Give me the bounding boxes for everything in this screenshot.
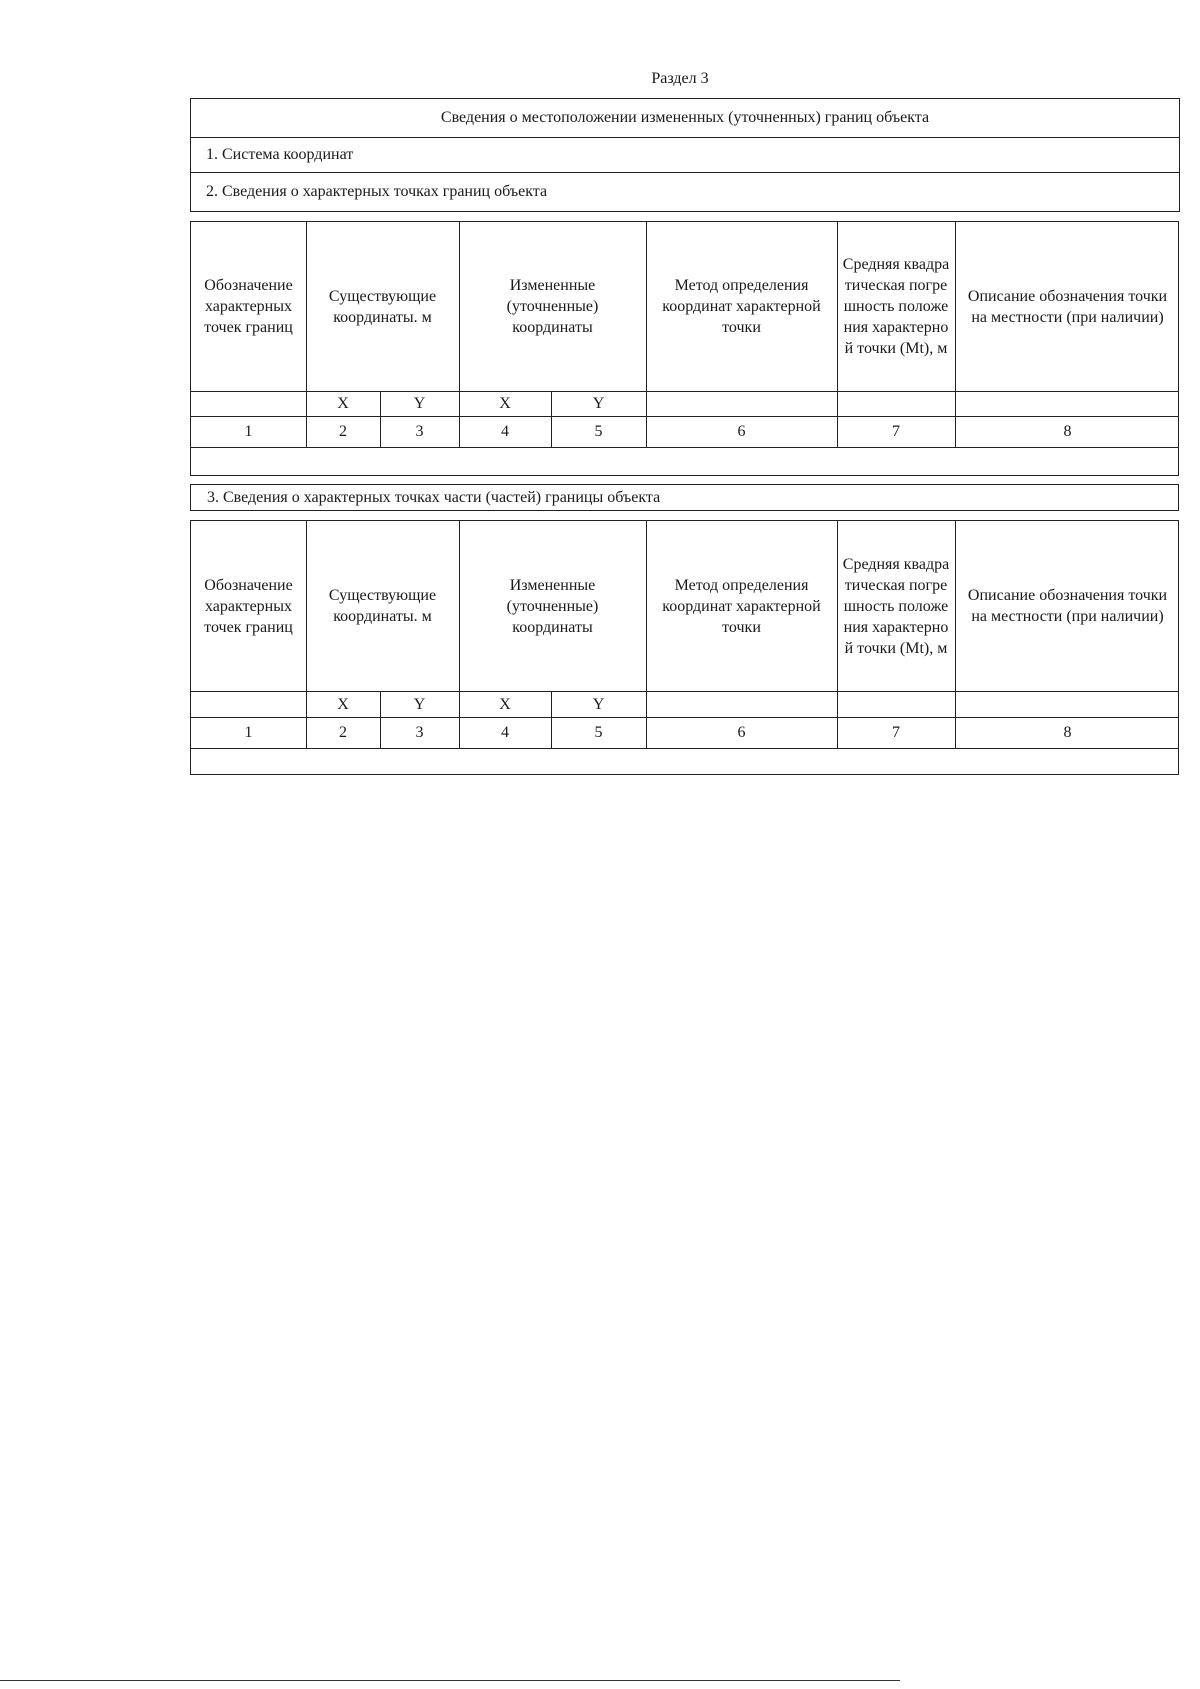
col-number: 1 [244,423,253,440]
col-number: 2 [339,423,347,440]
axis-x-changed: X [499,395,511,412]
col-header-point-designation: Обозначение характерных точек границ [204,277,293,336]
col-header-changed-coords: Измененные (уточненные) координаты [506,277,599,336]
col-number: 3 [415,724,424,741]
axis-x-changed: X [499,695,511,713]
col-header-description: Описание обозначения точки на местности (при наличии) [967,587,1168,625]
points-table-2 [190,520,1179,775]
points-table-1 [190,221,1179,476]
col-header-point-designation: Обозначение характерных точек границ [204,576,293,636]
col-number: 6 [737,423,746,440]
axis-y-existing: Y [413,695,426,713]
col-number: 4 [501,724,509,741]
col-number: 2 [339,724,347,741]
col-number: 7 [892,423,900,440]
axis-y-existing: Y [413,395,426,412]
col-header-changed-coords: Измененные (уточненные) координаты [506,576,599,636]
axis-x-existing: X [337,395,349,412]
col-header-method: Метод определения координат характерной точки [662,576,821,636]
col-number: 3 [415,423,424,440]
block3-title: 3. Сведения о характерных точках части (частей) границы объекта [190,484,1179,511]
page-edge-line [0,1680,900,1681]
axis-y-changed: Y [592,395,605,412]
block2-title: 2. Сведения о характерных точках границ объекта [206,183,548,200]
col-header-method: Метод определения координат характерной точки [662,277,821,336]
axis-x-existing: X [337,695,349,713]
row-divider [191,447,1178,448]
coordinate-system-row: 1. Система координат [206,146,354,163]
col-number: 8 [1063,423,1072,440]
axis-y-changed: Y [592,695,605,713]
row-divider [191,748,1178,749]
col-number: 8 [1063,724,1072,741]
col-number: 5 [594,724,603,741]
col-header-description: Описание обозначения точки на местности (при наличии) [967,287,1168,326]
col-header-existing-coords: Существующие координаты. м [328,287,437,326]
col-header-error: Средняя квадратическая погрешность положения характерной точки (Mt), м [842,256,950,357]
col-number: 6 [737,724,746,741]
section-number: Раздел 3 [651,70,709,87]
section-heading: Сведения о местоположении измененных (уточненных) границ объекта [440,108,930,126]
col-header-existing-coords: Существующие координаты. м [328,587,437,625]
col-number: 5 [594,423,603,440]
col-number: 7 [892,724,900,741]
col-number: 1 [244,724,253,741]
col-number: 4 [501,423,509,440]
col-header-error: Средняя квадратическая погрешность положения характерной точки (Mt), м [842,555,950,657]
